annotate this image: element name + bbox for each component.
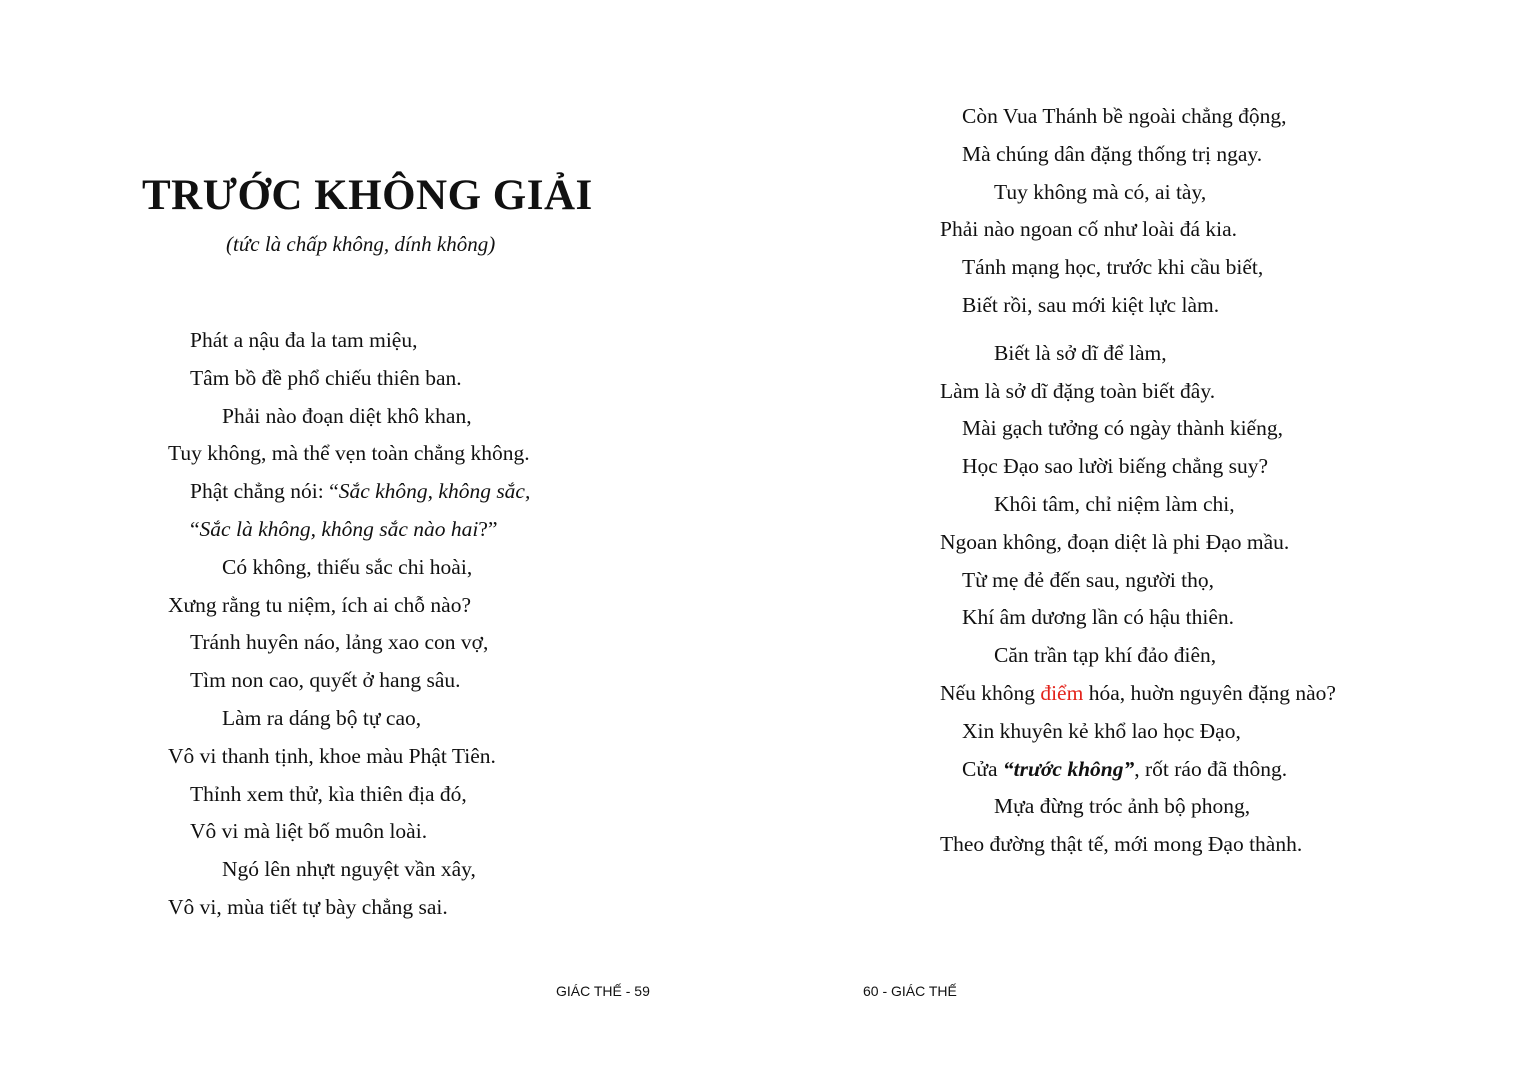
poem-line: Vô vi, mùa tiết tự bày chẳng sai. xyxy=(168,894,448,919)
poem-line: Còn Vua Thánh bề ngoài chẳng động, xyxy=(962,104,1287,128)
poem-line: Mà chúng dân đặng thống trị ngay. xyxy=(962,141,1263,166)
poem-line: Căn trần tạp khí đảo điên, xyxy=(994,643,1217,668)
quoted-phrase: Sắc không, không sắc, xyxy=(338,479,531,504)
poem-line: Phải nào đoạn diệt khô khan, xyxy=(222,403,472,428)
poem-line: Biết rồi, sau mới kiệt lực làm. xyxy=(962,292,1220,317)
poem-line: Tìm non cao, quyết ở hang sâu. xyxy=(190,668,461,693)
poem-line: Học Đạo sao lười biếng chẳng suy? xyxy=(962,454,1269,479)
poem-line: Phát a nậu đa la tam miệu, xyxy=(190,328,418,352)
poem-line: Xưng rằng tu niệm, ích ai chỗ nào? xyxy=(168,592,472,617)
poem-line: Từ mẹ đẻ đến sau, người thọ, xyxy=(962,567,1215,592)
right-page xyxy=(760,0,1520,1076)
poem-stanzas-right xyxy=(940,98,1336,864)
poem-line: Cửa “trước không”, rốt ráo đã thông. xyxy=(962,756,1288,781)
poem-line: Khôi tâm, chỉ niệm làm chi, xyxy=(994,491,1235,516)
poem-line: Làm ra dáng bộ tự cao, xyxy=(222,705,422,730)
poem-line: Theo đường thật tế, mới mong Đạo thành. xyxy=(940,832,1303,857)
poem-line: Xin khuyên kẻ khổ lao học Đạo, xyxy=(962,718,1241,743)
poem-line: Vô vi thanh tịnh, khoe màu Phật Tiên. xyxy=(168,743,496,768)
poem-line: Khí âm dương lần có hậu thiên. xyxy=(962,605,1235,630)
poem-stanzas-left xyxy=(168,322,530,927)
page-footer-right: 60 - GIÁC THẾ xyxy=(863,983,957,999)
poem-line: Mài gạch tưởng có ngày thành kiếng, xyxy=(962,416,1283,441)
poem-line: Phật chẳng nói: “Sắc không, không sắc, xyxy=(190,479,531,504)
poem-line: Ngó lên nhựt nguyệt vần xây, xyxy=(222,857,476,882)
poem-line: Có không, thiếu sắc chi hoài, xyxy=(222,554,473,579)
poem-line: Ngoan không, đoạn diệt là phi Đạo mầu. xyxy=(940,529,1290,554)
poem-line: Biết là sở dĩ để làm, xyxy=(994,340,1167,365)
poem-line: Tâm bồ đề phổ chiếu thiên ban. xyxy=(190,365,462,390)
poem-title: TRƯỚC KHÔNG GIẢI xyxy=(142,172,593,219)
poem-subtitle: (tức là chấp không, dính không) xyxy=(226,232,496,256)
poem-line: Mựa đừng tróc ảnh bộ phong, xyxy=(994,794,1251,819)
quoted-phrase: Sắc là không, không sắc nào hai xyxy=(199,516,479,541)
poem-line: Nếu không điểm hóa, huờn nguyên đặng nào? xyxy=(940,680,1336,705)
poem-line: Tránh huyên náo, lảng xao con vợ, xyxy=(190,630,489,655)
highlighted-word: điểm xyxy=(1040,680,1084,705)
poem-line: Tuy không mà có, ai tày, xyxy=(994,179,1207,204)
poem-line: Tánh mạng học, trước khi cầu biết, xyxy=(962,255,1264,280)
poem-line: Làm là sở dĩ đặng toàn biết đây. xyxy=(940,378,1216,403)
poem-line: “Sắc là không, không sắc nào hai?” xyxy=(190,516,498,541)
emphasized-phrase: “trước không” xyxy=(1002,756,1135,781)
poem-line: Vô vi mà liệt bố muôn loài. xyxy=(190,819,428,844)
poem-line: Tuy không, mà thể vẹn toàn chẳng không. xyxy=(168,441,530,466)
poem-line: Thỉnh xem thử, kìa thiên địa đó, xyxy=(190,781,467,806)
poem-line: Phải nào ngoan cố như loài đá kia. xyxy=(940,217,1238,242)
page-footer-left: GIÁC THẾ - 59 xyxy=(556,983,650,999)
